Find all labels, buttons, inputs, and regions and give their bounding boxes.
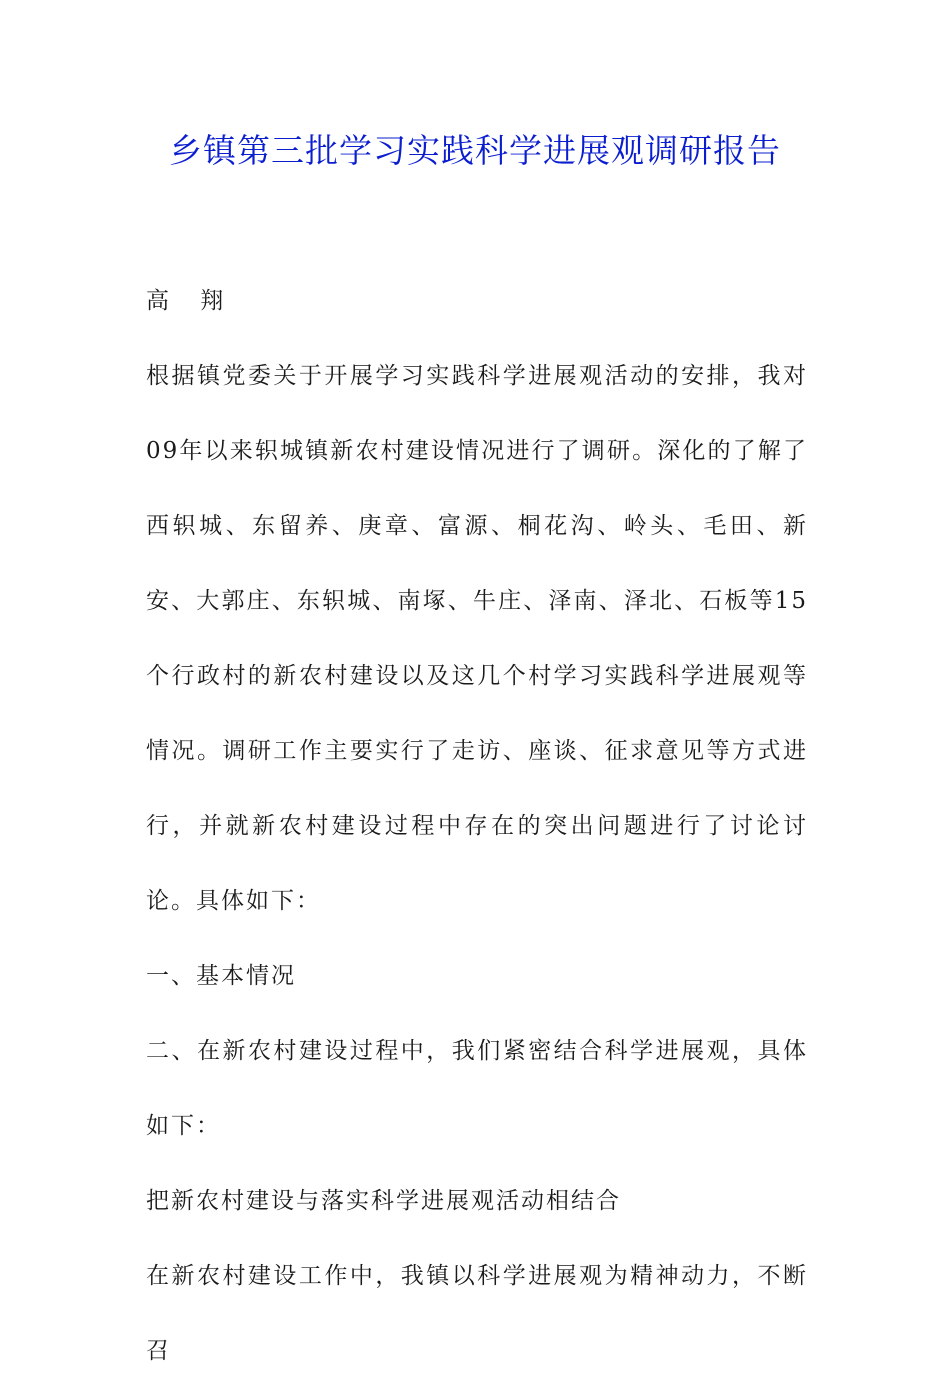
heading-construction-process: 二、在新农村建设过程中，我们紧密结合科学进展观，具体如下：: [146, 1038, 808, 1139]
document-body: [146, 264, 808, 1389]
author-name: 高 翔: [146, 288, 236, 314]
paragraph-work: 在新农村建设工作中，我镇以科学进展观为精神动力，不断召: [146, 1263, 808, 1364]
heading-basic-situation: 一、基本情况: [146, 963, 296, 989]
paragraph-intro: 根据镇党委关于开展学习实践科学进展观活动的安排，我对09年以来轵城镇新农村建设情况进行了调研。深化的了解了西轵城、东留养、庚章、富源、桐花沟、岭头、毛田、新安、大郭庄、东轵城、南塚、牛庄、泽南、泽北、石板等15个行政村的新农村建设以及这几个村学习实践科学进展观等情况。调研工作主要实行了走访、座谈、征求意见等方式进行，并就新农村建设过程中存在的突出问题进行了讨论讨论。具体如下：: [146, 363, 808, 914]
subheading-combine: 把新农村建设与落实科学进展观活动相结合: [146, 1188, 621, 1214]
document-title: 乡镇第三批学习实践科学进展观调研报告: [169, 131, 781, 170]
